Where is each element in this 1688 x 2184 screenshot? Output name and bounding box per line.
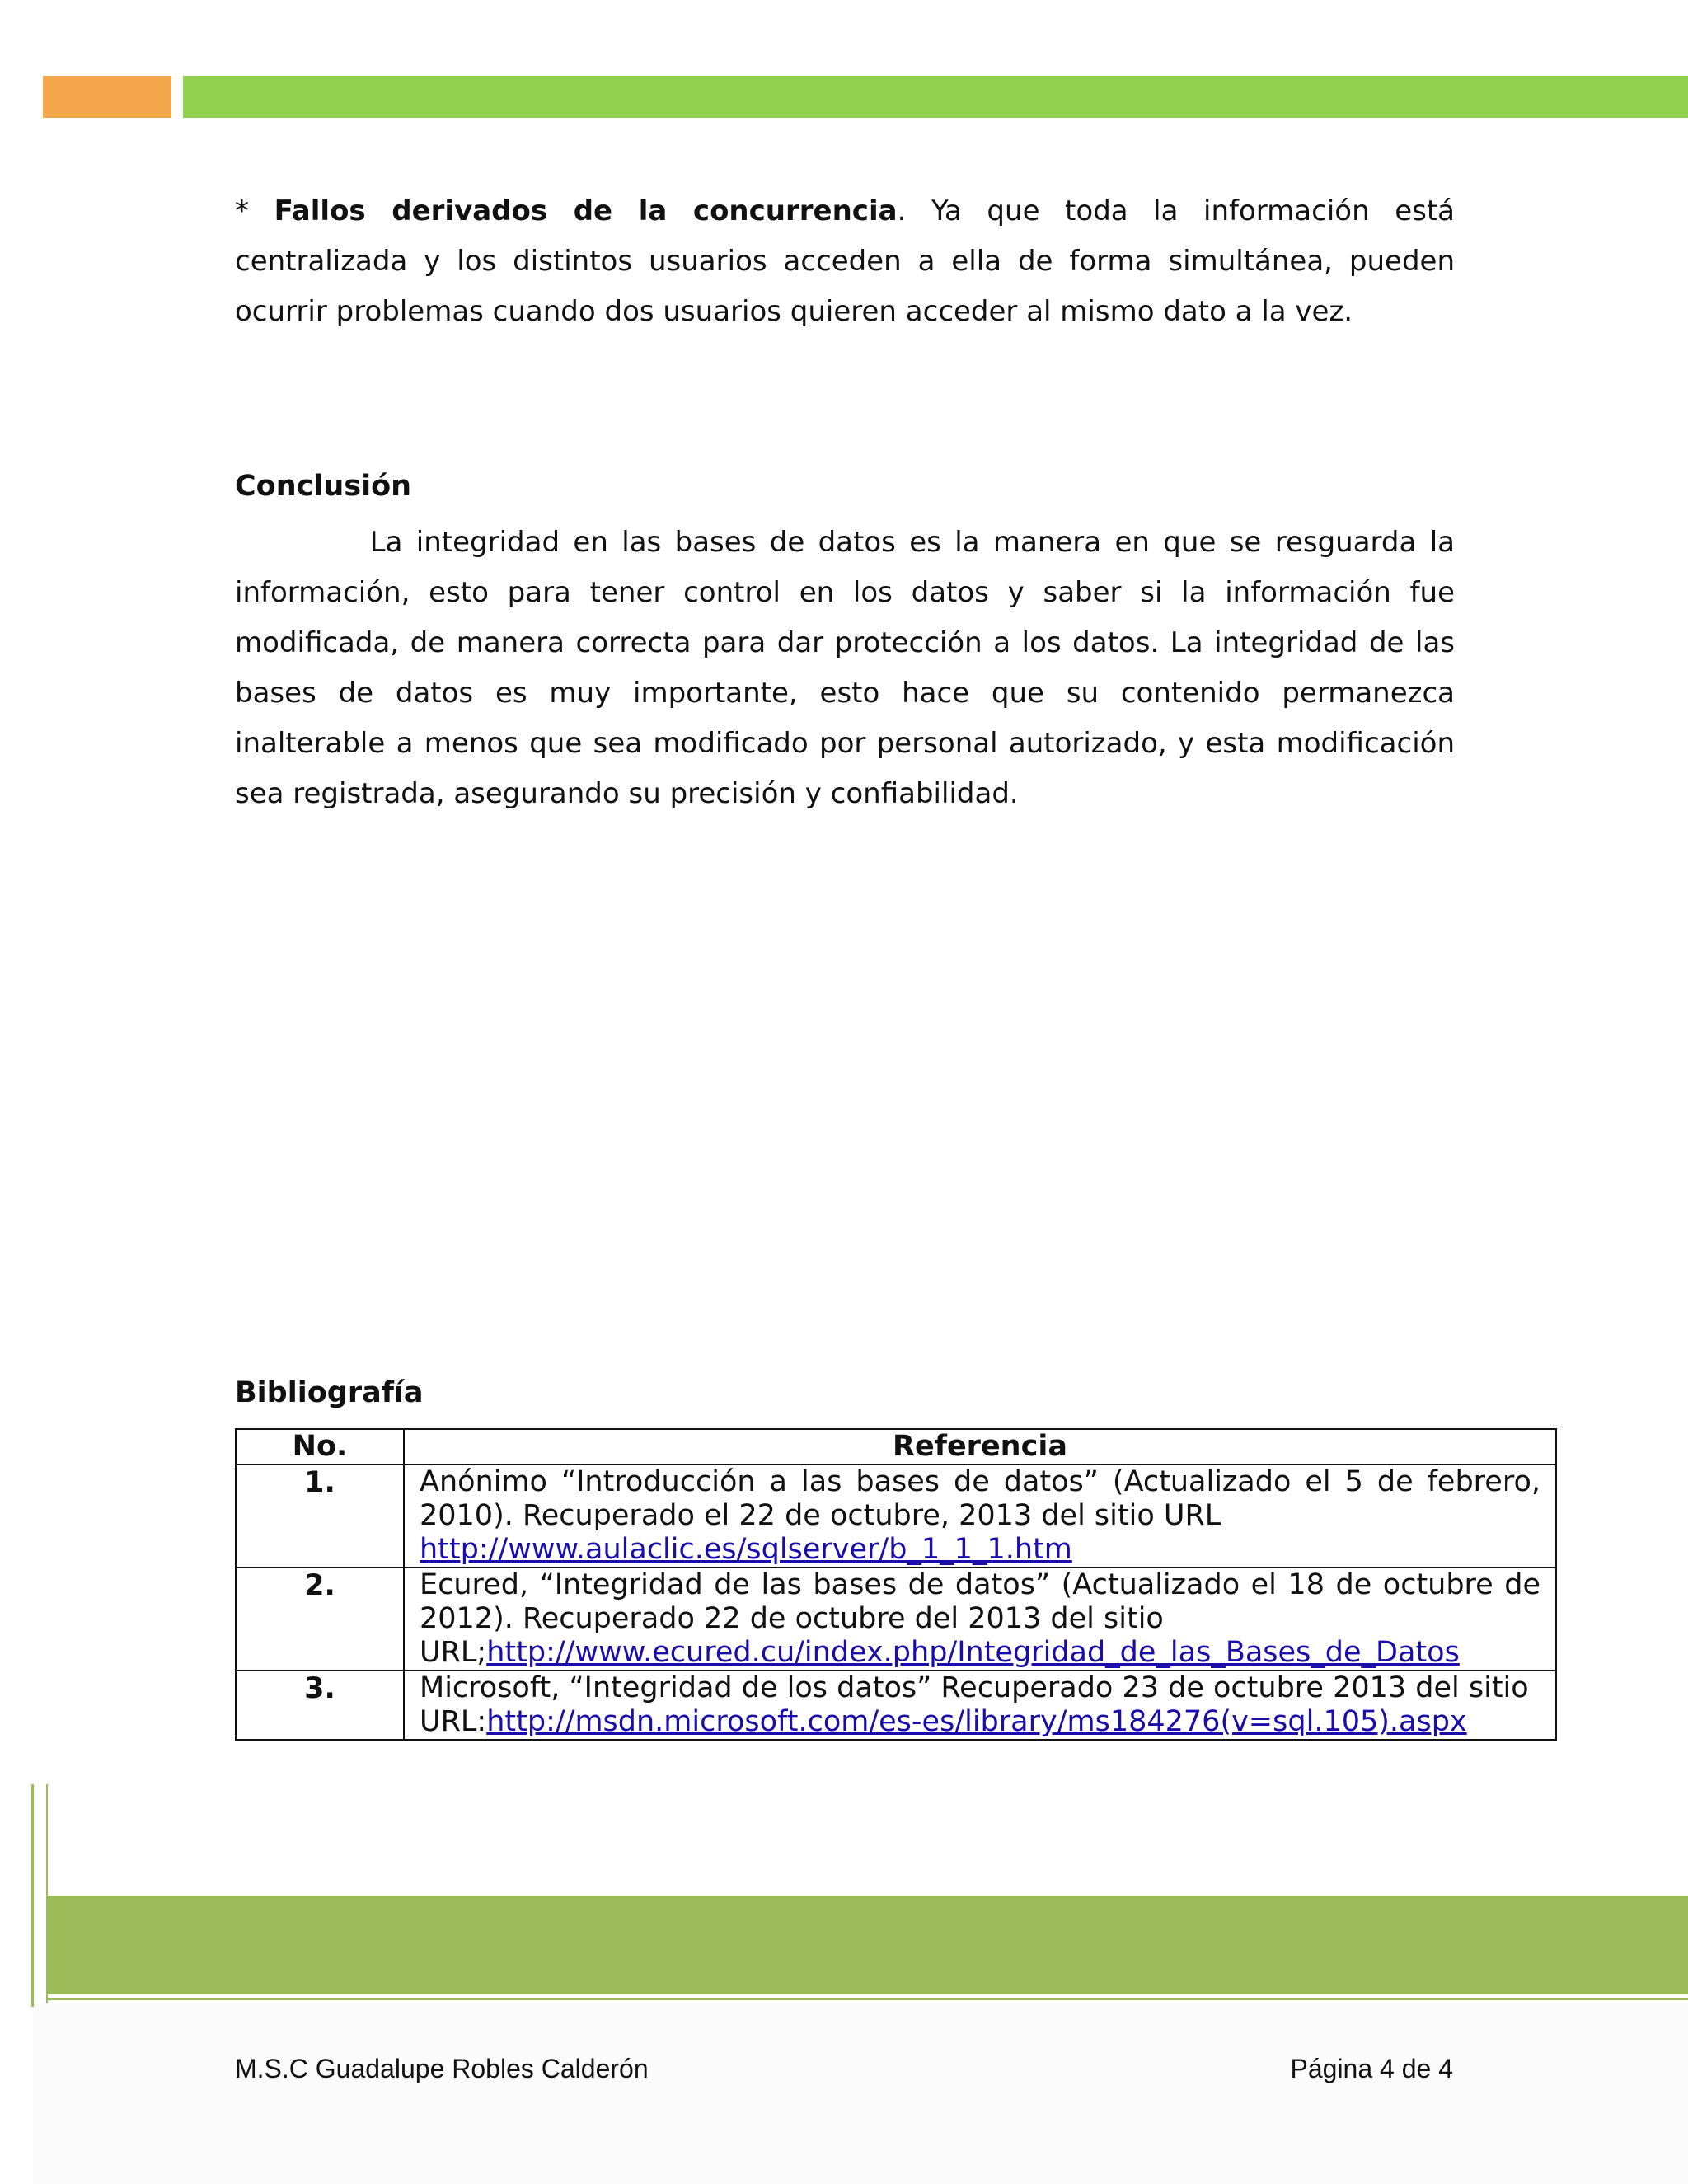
table-row <box>236 1671 1556 1740</box>
conclusion-heading: Conclusión <box>235 470 412 503</box>
bibliography-heading: Bibliografía <box>235 1376 424 1409</box>
footer-green-band <box>48 1896 1688 1994</box>
reference-cell <box>404 1465 1556 1568</box>
reference-text: Anónimo “Introducción a las bases de datos” (Actualizado el 5 de febrero, 2010). Recuperado el 22 de octubre, 2013 del sitio URL <box>420 1465 1540 1532</box>
column-header-reference: Referencia <box>404 1429 1556 1465</box>
concurrency-failures-title: Fallos derivados de la concurrencia <box>274 194 898 227</box>
footer-background <box>33 2003 1688 2184</box>
reference-number: 3. <box>236 1671 404 1740</box>
header-green-bar <box>183 76 1688 118</box>
footer-author: M.S.C Guadalupe Robles Calderón <box>235 2054 649 2083</box>
footer-page-number: Página 4 de 4 <box>1290 2054 1453 2083</box>
table-row <box>236 1568 1556 1671</box>
reference-link[interactable]: http://www.aulaclic.es/sqlserver/b_1_1_1.htm <box>420 1533 1072 1566</box>
table-row <box>236 1465 1556 1568</box>
reference-cell <box>404 1671 1556 1740</box>
footer-vertical-line-outer <box>31 1784 34 2007</box>
reference-link[interactable]: http://msdn.microsoft.com/es-es/library/ms184276(v=sql.105).aspx <box>486 1705 1467 1738</box>
reference-url-prefix: URL; <box>420 1636 487 1669</box>
paragraph-indent <box>235 526 370 559</box>
conclusion-paragraph <box>235 518 1455 819</box>
reference-number: 2. <box>236 1568 404 1671</box>
reference-url-prefix: URL: <box>420 1705 487 1738</box>
bullet-marker: * <box>235 194 274 227</box>
concurrency-failures-paragraph <box>235 186 1455 337</box>
conclusion-text: La integridad en las bases de datos es la manera en que se resguarda la información, esto para tener control en los datos y saber si la información fue modificada, de manera correcta para dar protección a los datos. La integridad de las bases de datos es muy importante, esto hace que su contenido permanezca inalterable a menos que sea modificado por personal autorizado, y esta modificación sea registrada, asegurando su precisión y confiabilidad. <box>235 526 1455 810</box>
reference-link[interactable]: http://www.ecured.cu/index.php/Integridad_de_las_Bases_de_Datos <box>486 1636 1460 1669</box>
column-header-no: No. <box>236 1429 404 1465</box>
reference-cell <box>404 1568 1556 1671</box>
reference-text: Microsoft, “Integridad de los datos” Recuperado 23 de octubre 2013 del sitio <box>420 1671 1529 1704</box>
header-orange-bar <box>43 76 171 118</box>
concurrency-failures-text: . Ya que toda la información está centralizada y los distintos usuarios acceden a ella de forma simultánea, pueden ocurrir problemas cuando dos usuarios quieren acceder al mismo dato a la vez. <box>235 194 1455 328</box>
bibliography-table <box>235 1428 1557 1741</box>
footer-rule <box>48 1998 1688 2000</box>
table-header-row <box>236 1429 1556 1465</box>
reference-number: 1. <box>236 1465 404 1568</box>
reference-text: Ecured, “Integridad de las bases de datos” (Actualizado el 18 de octubre de 2012). Recuperado 22 de octubre del 2013 del sitio <box>420 1568 1540 1635</box>
